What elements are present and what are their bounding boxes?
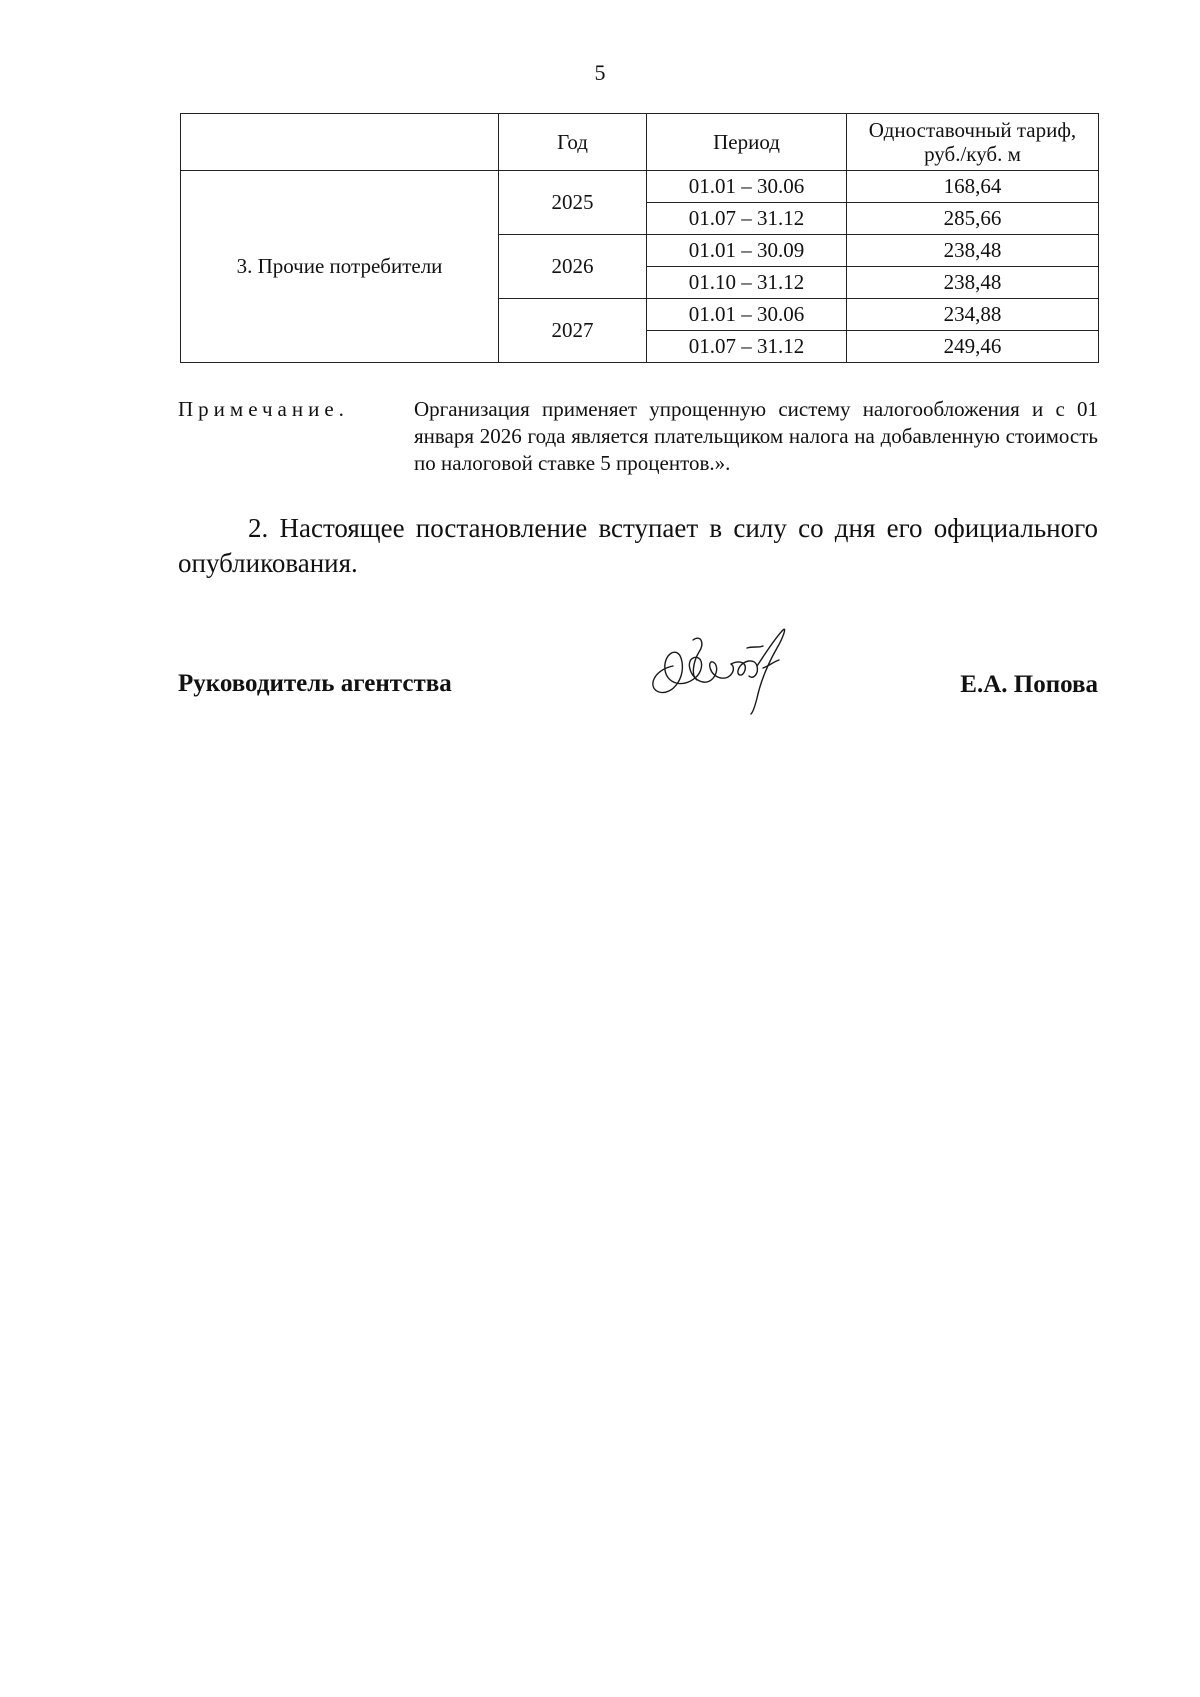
tariff-cell: 238,48 <box>847 267 1099 299</box>
note-label: Примечание. <box>178 397 349 421</box>
period-cell: 01.07 – 31.12 <box>647 203 847 235</box>
year-cell: 2025 <box>499 171 647 235</box>
period-cell: 01.01 – 30.06 <box>647 299 847 331</box>
header-period: Период <box>647 114 847 171</box>
table-row <box>181 171 1099 203</box>
year-cell: 2027 <box>499 299 647 363</box>
page-number: 5 <box>594 60 606 85</box>
tariff-table <box>180 113 1099 363</box>
signer-name: Е.А. Попова <box>960 671 1098 698</box>
period-cell: 01.07 – 31.12 <box>647 331 847 363</box>
year-cell: 2026 <box>499 235 647 299</box>
tariff-cell: 234,88 <box>847 299 1099 331</box>
header-tariff: Одноставочный тариф, руб./куб. м <box>847 114 1099 171</box>
tariff-cell: 249,46 <box>847 331 1099 363</box>
period-cell: 01.10 – 31.12 <box>647 267 847 299</box>
period-cell: 01.01 – 30.06 <box>647 171 847 203</box>
tariff-cell: 238,48 <box>847 235 1099 267</box>
period-cell: 01.01 – 30.09 <box>647 235 847 267</box>
header-year: Год <box>499 114 647 171</box>
table-header-row <box>181 114 1099 171</box>
signature-image <box>643 618 803 718</box>
tariff-cell: 168,64 <box>847 171 1099 203</box>
consumer-cell: 3. Прочие потребители <box>181 171 499 363</box>
note-text: Организация применяет упрощенную систему налогообложения и с 01 января 2026 года является плательщиком налога на добавленную стоимость по налоговой ставке 5 процентов.». <box>414 397 1098 475</box>
tariff-cell: 285,66 <box>847 203 1099 235</box>
signer-title: Руководитель агентства <box>178 670 452 697</box>
effective-date-paragraph: 2. Настоящее постановление вступает в силу со дня его официального опубликования. <box>178 513 1098 578</box>
header-consumer <box>181 114 499 171</box>
